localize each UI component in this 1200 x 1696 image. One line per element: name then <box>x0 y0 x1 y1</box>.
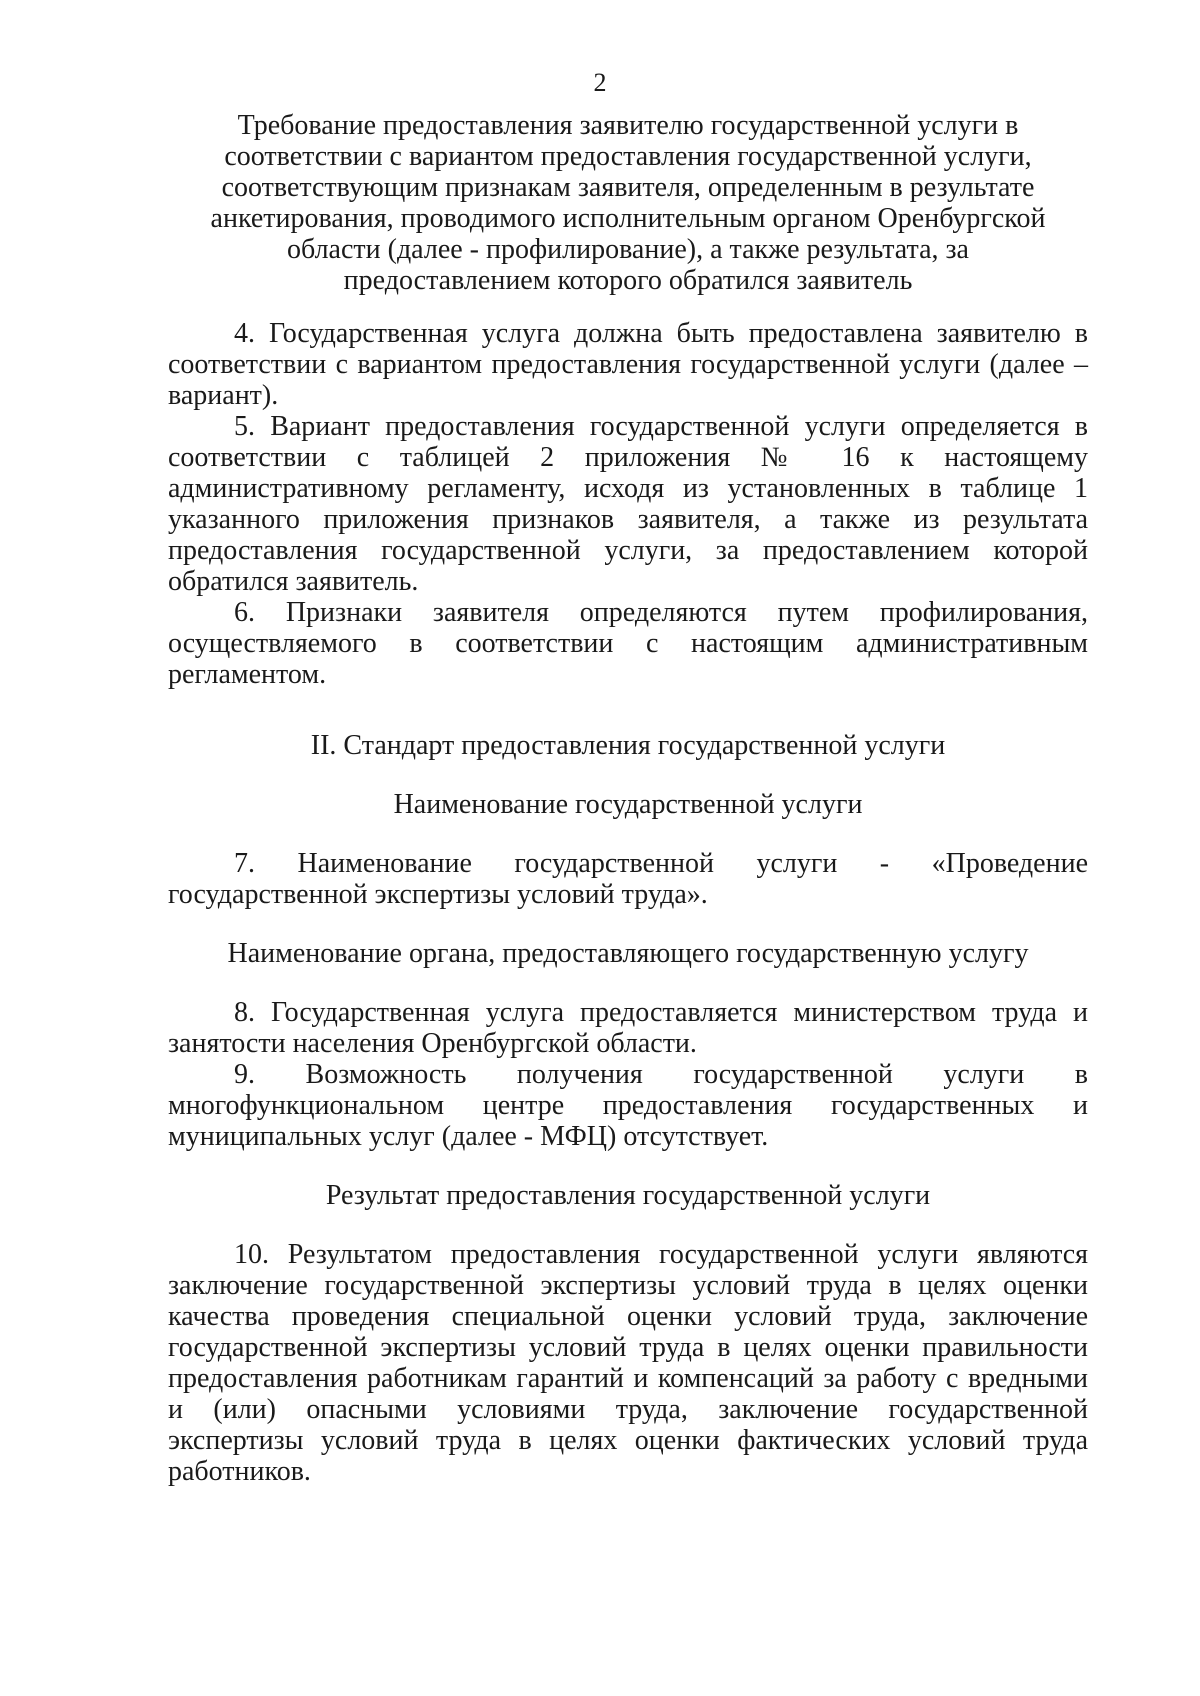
section-title: II. Стандарт предоставления государственной услуги <box>310 730 946 761</box>
paragraph-9: 9. Возможность получения государственной услуги в многофункциональном центре предоставления государственных и муниципальных услуг (далее - МФЦ) отсутствует. <box>168 1059 1088 1152</box>
intro-heading: Требование предоставления заявителю государственной услуги в соответствии с вариантом предоставления государственной услуги, соответствующим признакам заявителя, определенным в результате анкетирования, проводимого исполнительным органом Оренбургской области (далее - профилирование), а также результата, за предоставлением которого обратился заявитель <box>210 110 1046 296</box>
paragraph-4: 4. Государственная услуга должна быть предоставлена заявителю в соответствии с вариантом предоставления государственной услуги (далее – вариант). <box>168 318 1088 411</box>
document-body <box>168 110 1088 1487</box>
subsection-title-service-name: Наименование государственной услуги <box>393 789 863 820</box>
page-number: 2 <box>593 68 607 97</box>
paragraph-8: 8. Государственная услуга предоставляется министерством труда и занятости населения Оренбургской области. <box>168 997 1088 1059</box>
paragraph-6: 6. Признаки заявителя определяются путем профилирования, осуществляемого в соответствии с настоящим административным регламентом. <box>168 597 1088 690</box>
paragraph-7: 7. Наименование государственной услуги - «Проведение государственной экспертизы условий труда». <box>168 848 1088 910</box>
subsection-title-organ: Наименование органа, предоставляющего государственную услугу <box>227 938 1029 969</box>
paragraph-5: 5. Вариант предоставления государственной услуги определяется в соответствии с таблицей 2 приложения № 16 к настоящему административному регламенту, исходя из установленных в таблице 1 указанного приложения признаков заявителя, а также из результата предоставления государственной услуги, за предоставлением которой обратился заявитель. <box>168 411 1088 597</box>
paragraph-10: 10. Результатом предоставления государственной услуги являются заключение государственной экспертизы условий труда в целях оценки качества проведения специальной оценки условий труда, заключение государственной экспертизы условий труда в целях оценки правильности предоставления работникам гарантий и компенсаций за работу с вредными и (или) опасными условиями труда, заключение государственной экспертизы условий труда в целях оценки фактических условий труда работников. <box>168 1239 1088 1487</box>
subsection-title-result: Результат предоставления государственной услуги <box>325 1180 931 1211</box>
